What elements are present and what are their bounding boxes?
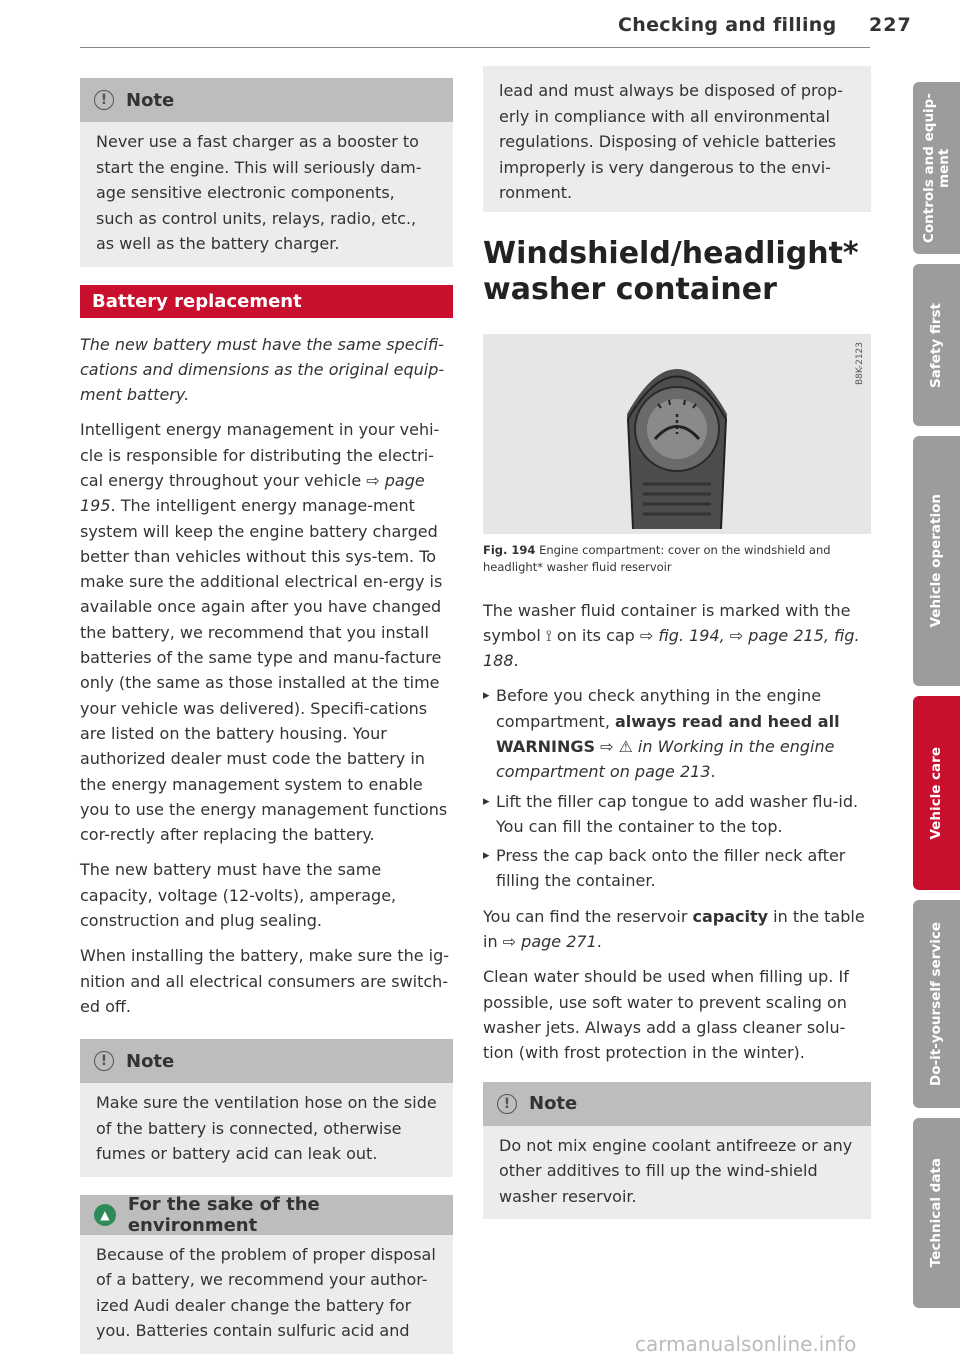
section-title-line: washer container xyxy=(483,271,777,307)
running-header-title: Checking and filling xyxy=(618,14,837,36)
tab-label: Vehicle operation xyxy=(928,494,944,628)
intro-text: The new battery must have the same specifi-cations and dimensions as the original equip-ment battery. xyxy=(80,334,445,405)
note-text: Do not mix engine coolant antifreeze or any other additives to fill up the wind-shield washer reservoir. xyxy=(499,1135,853,1206)
paragraph-washer-container xyxy=(483,598,871,674)
note-header xyxy=(80,78,453,122)
left-column xyxy=(80,78,453,1354)
text-segment: Before you check anything in the engine compartment, xyxy=(496,686,822,731)
note-box-charger xyxy=(80,78,453,267)
note-label: Note xyxy=(529,1093,578,1115)
info-icon: ! xyxy=(94,90,114,110)
tab-vehicle-care[interactable] xyxy=(913,696,960,890)
warning-emphasis: always read and heed all WARNINGS xyxy=(496,711,840,756)
tab-vehicle-operation[interactable] xyxy=(913,436,960,686)
page-number: 227 xyxy=(869,14,912,36)
environment-leaf-icon: ▲ xyxy=(94,1204,116,1226)
warning-reference-link[interactable]: ⇨ ⚠ in Working in the engine compartment on page 213 xyxy=(496,736,835,782)
paragraph-battery-specs: The new battery must have the same capacity, voltage (12-volts), amperage, construction and plug sealing. xyxy=(80,860,397,931)
tab-controls-and-equipment[interactable] xyxy=(913,82,960,254)
figure-label: Fig. 194 xyxy=(483,542,536,557)
info-icon: ! xyxy=(497,1094,517,1114)
tab-do-it-yourself-service[interactable] xyxy=(913,900,960,1108)
figure-code: B8K-2123 xyxy=(855,341,865,385)
environment-text-continued: lead and must always be disposed of prop-erly in compliance with all environmental regulations. Disposing of vehicle batteries improperly is very dangerous to the envi-ronment. xyxy=(483,66,871,212)
capacity-emphasis: capacity xyxy=(692,906,769,926)
watermark-text: carmanualsonline.info xyxy=(635,1332,857,1356)
note-header xyxy=(483,1082,871,1126)
section-title xyxy=(483,236,871,308)
paragraph-capacity xyxy=(483,904,871,955)
note-label: Note xyxy=(126,1050,175,1072)
environment-box xyxy=(80,1195,453,1354)
note-label: Note xyxy=(126,89,175,111)
figure-caption xyxy=(483,542,871,576)
washer-cap-illustration xyxy=(483,334,871,534)
note-box-antifreeze xyxy=(483,1082,871,1220)
environment-text: Because of the problem of proper disposal of a battery, we recommend your author-ized Audi dealer change the battery for you. Batteries contain sulfuric acid and xyxy=(96,1244,436,1341)
list-item: ▸ Lift the filler cap tongue to add washer flu-id. You can fill the container to the top. xyxy=(483,789,871,840)
section-title-line: Windshield/headlight* xyxy=(483,235,859,271)
tab-label: Do-it-yourself service xyxy=(928,922,944,1086)
text-segment: . The intelligent energy manage-ment system will keep the engine battery charged better than vehicles without this sys-tem. To make sure the additional electrical en-ergy is available once again after you have changed the battery, we recommend that you install batteries of the same type and manu-facture only (the same as those installed at the time your vehicle was delivered). Specifi-cations are listed on the battery housing. Your authorized dealer must code the battery in the energy management system to enable you to use the energy management functions cor-rectly after replacing the battery. xyxy=(80,496,448,845)
figure-caption-text: Engine compartment: cover on the windshield and headlight* washer fluid reservoir xyxy=(483,542,831,574)
text-segment: on its cap xyxy=(551,625,640,645)
paragraph-installing: When installing the battery, make sure the ig-nition and all electrical consumers are switch-ed off. xyxy=(80,946,450,1016)
text-segment: in the table in xyxy=(483,906,865,952)
right-column xyxy=(483,66,871,1237)
text-segment: You can find the reservoir xyxy=(483,906,693,926)
tab-label: Controls and equip-ment xyxy=(920,93,952,243)
page-reference-link[interactable]: ⇨ page 271 xyxy=(502,932,597,952)
paragraph-clean-water: Clean water should be used when filling up. If possible, use soft water to prevent scaling on washer jets. Always add a glass cleaner solu-tion (with frost protection in the winter). xyxy=(483,967,849,1063)
note-box-ventilation xyxy=(80,1039,453,1177)
text-segment: Intelligent energy management in your vehi-cle is responsible for distributing the electri-cal energy throughout your vehicle xyxy=(80,420,440,490)
tab-technical-data[interactable] xyxy=(913,1118,960,1308)
tab-label: Vehicle care xyxy=(928,746,944,840)
list-item xyxy=(483,683,871,784)
text-segment: . xyxy=(596,932,602,952)
note-header xyxy=(80,1039,453,1083)
tab-label: Technical data xyxy=(928,1158,944,1268)
list-item: ▸ Press the cap back onto the filler neck after filling the container. xyxy=(483,843,871,894)
header-rule xyxy=(80,47,870,48)
tab-label: Safety first xyxy=(928,302,944,388)
tab-safety-first[interactable] xyxy=(913,264,960,426)
page-reference-link[interactable]: ⇨ page 195 xyxy=(80,470,425,516)
environment-label: For the sake of the environment xyxy=(127,1193,320,1236)
paragraph-energy-management xyxy=(80,417,453,847)
figure-washer-cap xyxy=(483,334,871,534)
text-segment: The washer fluid container is marked with the symbol xyxy=(483,600,851,645)
section-heading: Battery replacement xyxy=(80,285,453,318)
info-icon: ! xyxy=(94,1051,114,1071)
text-segment: . xyxy=(710,762,716,782)
note-text: Never use a fast charger as a booster to start the engine. This will seriously dam-age sensitive electronic components, such as control units, relays, radio, etc., as well as the battery charger. xyxy=(96,132,422,253)
environment-header xyxy=(80,1195,453,1235)
figure-reference-link[interactable]: ⇨ fig. 194, ⇨ page 215, fig. 188 xyxy=(483,625,860,671)
note-text: Make sure the ventilation hose on the side of the battery is connected, otherwise fumes or battery acid can leak out. xyxy=(96,1093,437,1164)
text-segment: . xyxy=(513,651,519,671)
washer-symbol-icon: ⟟ xyxy=(545,625,552,645)
step-list xyxy=(483,683,871,893)
